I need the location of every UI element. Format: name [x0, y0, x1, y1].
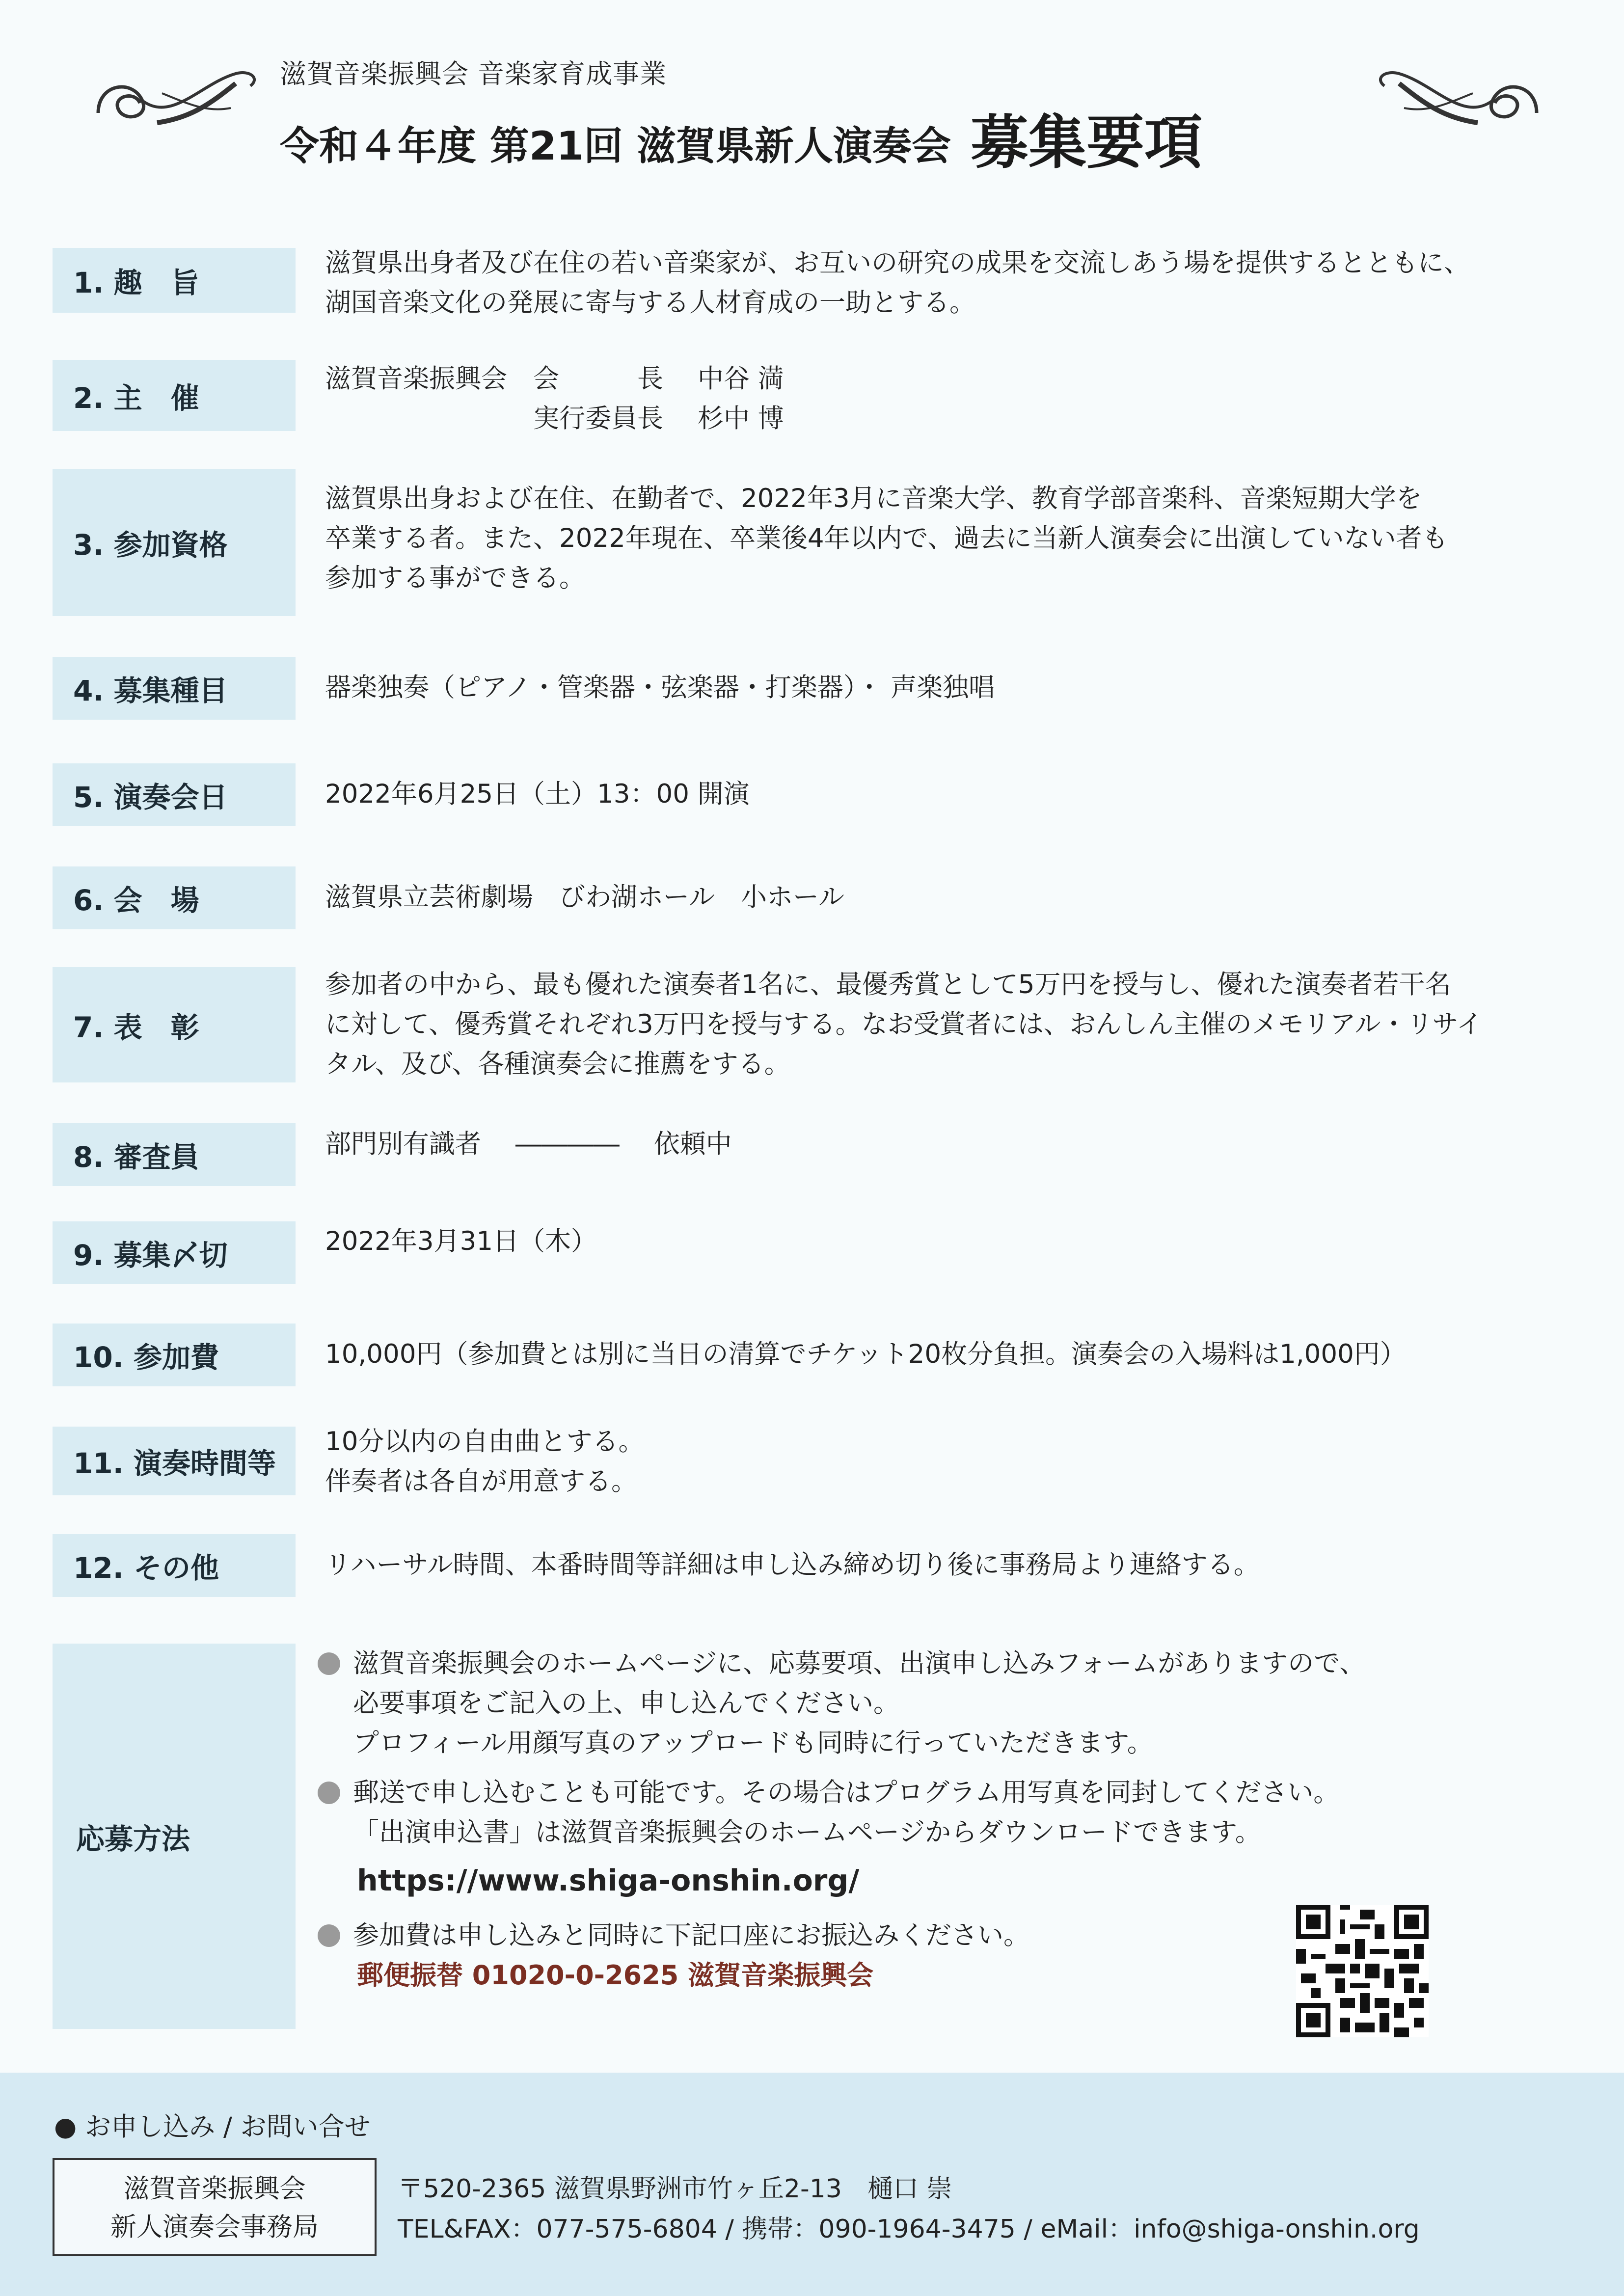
header-subtitle: 滋賀音楽振興会 音楽家育成事業 [280, 58, 667, 89]
section-content [325, 359, 1601, 438]
content-line: 実行委員長 杉中 博 [325, 404, 784, 433]
content-line: 滋賀音楽振興会 会 長 中谷 満 [325, 364, 784, 394]
content-line: 伴奏者は各自が用意する。 [325, 1466, 637, 1496]
section-content [325, 774, 1601, 814]
content-line: 郵送で申し込むことも可能です。その場合はプログラム用写真を同封してください。 [353, 1778, 1340, 1808]
section-label: 12. その他 [53, 1534, 296, 1597]
office-name-line: 滋賀音楽振興会 [123, 2174, 306, 2204]
content-line: 「出演申込書」は滋賀音楽振興会のホームページからダウンロードできます。 [353, 1817, 1261, 1847]
office-name-line: 新人演奏会事務局 [110, 2212, 319, 2242]
content-line: 2022年3月31日（木） [325, 1226, 597, 1256]
section-label: 4. 募集種目 [53, 657, 296, 720]
section-content [325, 243, 1601, 323]
section-label: 5. 演奏会日 [53, 763, 296, 826]
contact-address [398, 2169, 1420, 2249]
section-label: 7. 表 彰 [53, 967, 296, 1082]
title-main: 令和４年度 第21回 滋賀県新人演奏会 [280, 123, 951, 169]
flourish-right-icon [1360, 64, 1546, 137]
content-line: 参加者の中から、最も優れた演奏者1名に、最優秀賞として5万円を授与し、優れた演奏者若干名 [325, 970, 1451, 999]
postal-transfer-account: 郵便振替 01020-0-2625 滋賀音楽振興会 [357, 1960, 874, 1991]
office-name-box [53, 2158, 377, 2256]
contact-heading: ● お申し込み / お問い合せ [54, 2112, 371, 2142]
section-label: 1. 趣 旨 [53, 248, 296, 313]
content-line: 器楽独奏（ピアノ・管楽器・弦楽器・打楽器）・ 声楽独唱 [325, 673, 995, 702]
section-content [325, 1545, 1601, 1585]
content-line: 滋賀県立芸術劇場 びわ湖ホール 小ホール [325, 882, 844, 912]
content-line: リハーサル時間、本番時間等詳細は申し込み締め切り後に事務局より連絡する。 [325, 1550, 1260, 1580]
content-line: 必要事項をご記入の上、申し込んでください。 [353, 1688, 899, 1718]
title-emphasis: 募集要項 [971, 108, 1203, 176]
section-label: 11. 演奏時間等 [53, 1427, 296, 1495]
section-label: 8. 審査員 [53, 1123, 296, 1186]
section-content [325, 479, 1601, 598]
section-content [325, 877, 1601, 917]
content-line: 部門別有識者 ―――― 依頼中 [325, 1129, 732, 1159]
content-line: 滋賀音楽振興会のホームページに、応募要項、出演申し込みフォームがありますので、 [353, 1648, 1366, 1678]
postal-address: 〒520-2365 滋賀県野洲市竹ヶ丘2-13 樋口 崇 [398, 2174, 952, 2204]
content-line: 滋賀県出身者及び在住の若い音楽家が、お互いの研究の成果を交流しあう場を提供するとともに、 [325, 248, 1470, 278]
section-content [325, 668, 1601, 707]
section-label: 応募方法 [53, 1644, 296, 2029]
section-label: 9. 募集〆切 [53, 1221, 296, 1284]
section-content [325, 1124, 1601, 1164]
page-title [280, 96, 1202, 179]
bullet-dot-icon [318, 1924, 340, 1947]
content-line: 参加する事ができる。 [325, 563, 585, 593]
content-line: 10分以内の自由曲とする。 [325, 1427, 645, 1457]
content-line: に対して、優秀賞それぞれ3万円を授与する。なお受賞者には、おんしん主催のメモリアル・リサイ [325, 1009, 1483, 1039]
section-content [325, 965, 1601, 1084]
content-line: 滋賀県出身および在住、在勤者で、2022年3月に音楽大学、教育学部音楽科、音楽短期大学を [325, 484, 1422, 513]
content-line: 10,000円（参加費とは別に当日の清算でチケット20枚分負担。演奏会の入場料は1,000円） [325, 1339, 1406, 1369]
section-content [325, 1334, 1601, 1374]
bullet-dot-icon [318, 1652, 340, 1675]
section-label: 2. 主 催 [53, 360, 296, 431]
section-label: 10. 参加費 [53, 1324, 296, 1386]
bullet-item [318, 1773, 1594, 1812]
contact-phone-email[interactable]: TEL&FAX：077-575-6804 / 携帯：090-1964-3475 / eMail：info@shiga-onshin.org [398, 2215, 1420, 2244]
section-content [325, 1422, 1601, 1501]
content-line: プロフィール用顔写真のアップロードも同時に行っていただきます。 [353, 1728, 1153, 1758]
content-line: 参加費は申し込みと同時に下記口座にお振込みください。 [353, 1920, 1029, 1950]
bullet-item [318, 1644, 1594, 1683]
section-label: 3. 参加資格 [53, 469, 296, 616]
flourish-left-icon [88, 64, 275, 137]
section-label: 6. 会 場 [53, 866, 296, 929]
content-line: 卒業する者。また、2022年現在、卒業後4年以内で、過去に当新人演奏会に出演していない者も [325, 523, 1448, 553]
bullet-dot-icon [318, 1782, 340, 1804]
qr-code-icon[interactable] [1296, 1905, 1429, 2037]
content-line: 2022年6月25日（土）13：00 開演 [325, 779, 750, 809]
header [0, 0, 1624, 176]
content-line: 湖国音楽文化の発展に寄与する人材育成の一助とする。 [325, 288, 975, 318]
homepage-url-link[interactable]: https://www.shiga-onshin.org/ [357, 1864, 860, 1898]
content-line: タル、及び、各種演奏会に推薦をする。 [325, 1049, 790, 1079]
section-content [325, 1221, 1601, 1261]
